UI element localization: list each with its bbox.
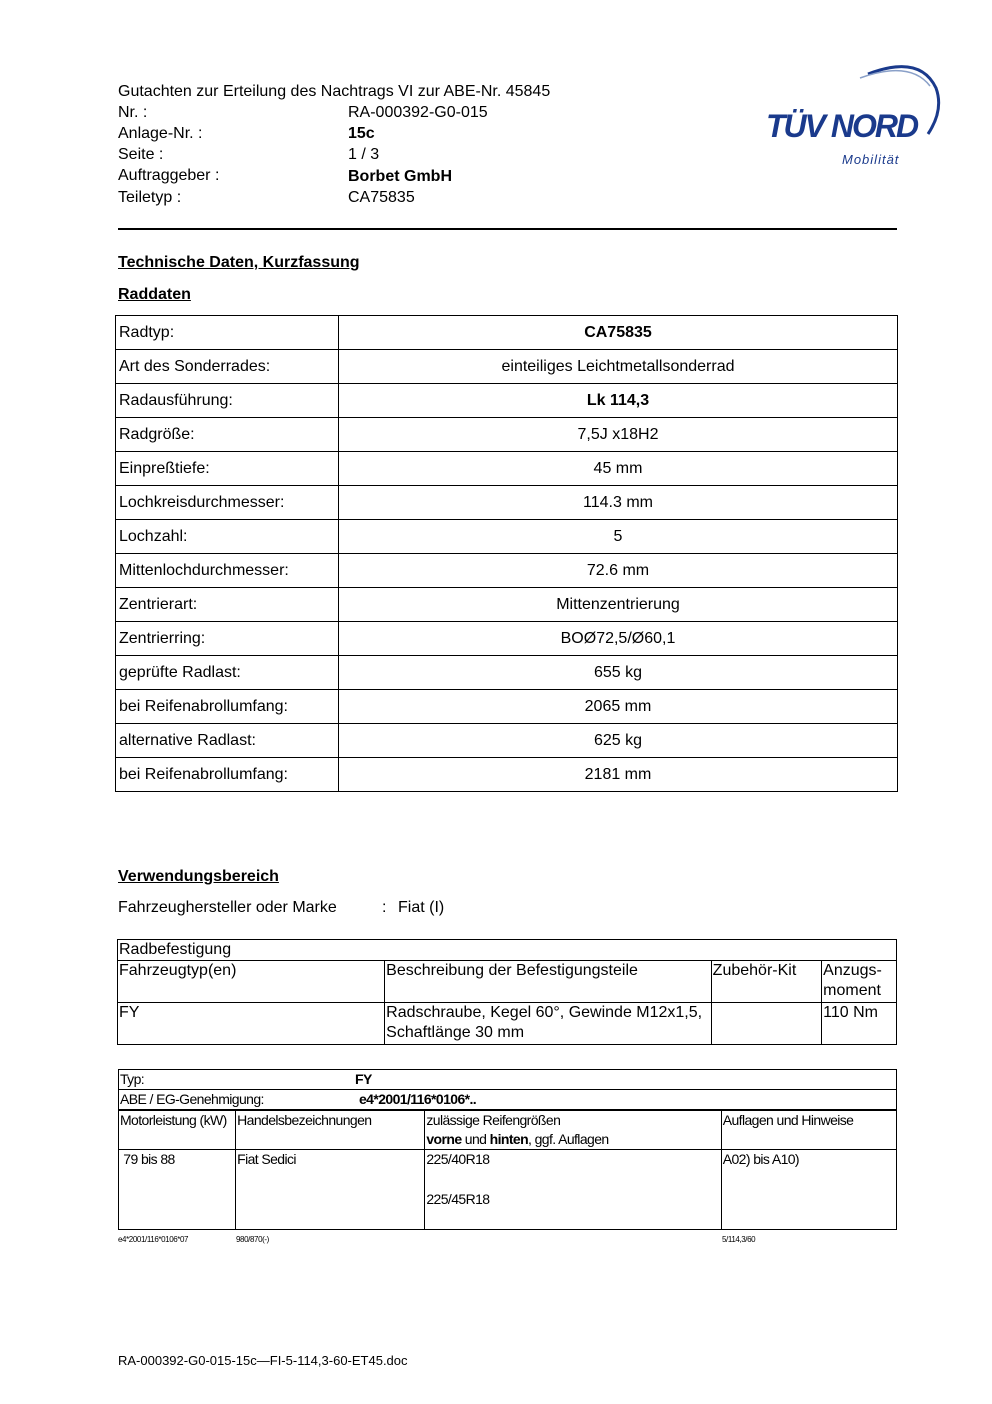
anlage-label: Anlage-Nr. : bbox=[118, 125, 203, 142]
cell-anzugsmoment: 110 Nm bbox=[822, 1003, 897, 1045]
row-value: CA75835 bbox=[339, 316, 898, 350]
header-fahrzeugtyp: Fahrzeugtyp(en) bbox=[118, 961, 385, 1003]
table-row bbox=[119, 1090, 897, 1111]
table-row bbox=[116, 316, 898, 350]
table-row bbox=[116, 724, 898, 758]
row-label: Zentrierring: bbox=[116, 622, 339, 656]
row-label: bei Reifenabrollumfang: bbox=[116, 690, 339, 724]
teiletyp-label: Teiletyp : bbox=[118, 189, 182, 206]
cell-reifengroessen bbox=[425, 1150, 721, 1230]
cell-fahrzeugtyp: FY bbox=[118, 1003, 385, 1045]
row-label: alternative Radlast: bbox=[116, 724, 339, 758]
cell-motorleistung: 79 bis 88 bbox=[119, 1150, 236, 1230]
reifen-1: 225/40R18 bbox=[426, 1151, 490, 1167]
reifen-header-rest: , ggf. Auflagen bbox=[528, 1131, 609, 1147]
table-row bbox=[116, 758, 898, 792]
cell-auflagen: A02) bis A10) bbox=[721, 1150, 896, 1230]
table-row bbox=[119, 1110, 897, 1150]
table-row bbox=[116, 520, 898, 554]
typ-row bbox=[119, 1070, 897, 1090]
typ-value: FY bbox=[355, 1071, 372, 1087]
table-row bbox=[116, 452, 898, 486]
header-handelsbezeichnungen: Handelsbezeichnungen bbox=[236, 1110, 425, 1150]
technische-daten-title: Technische Daten, Kurzfassung bbox=[118, 254, 360, 271]
cell-handelsbezeichnung: Fiat Sedici bbox=[236, 1150, 425, 1230]
document-title: Gutachten zur Erteilung des Nachtrags VI zur ABE-Nr. 45845 bbox=[118, 83, 551, 100]
abe-label: ABE / EG-Genehmigung: bbox=[120, 1091, 264, 1107]
cell-zubehoer bbox=[711, 1003, 821, 1045]
row-label: Lochzahl: bbox=[116, 520, 339, 554]
raddaten-table bbox=[115, 315, 898, 792]
header-beschreibung: Beschreibung der Befestigungsteile bbox=[385, 961, 712, 1003]
row-value: 45 mm bbox=[339, 452, 898, 486]
reifen-2: 225/45R18 bbox=[426, 1191, 490, 1207]
abe-row bbox=[119, 1090, 897, 1111]
row-value: Mittenzentrierung bbox=[339, 588, 898, 622]
row-value: 655 kg bbox=[339, 656, 898, 690]
row-value: Lk 114,3 bbox=[339, 384, 898, 418]
logo-brand: TÜV NORD bbox=[766, 108, 918, 144]
radbefestigung-table bbox=[117, 939, 897, 1045]
header-reifengroessen bbox=[425, 1110, 721, 1150]
table-row bbox=[119, 1070, 897, 1090]
auftraggeber-value: Borbet GmbH bbox=[348, 168, 452, 185]
reifen-header-hinten: hinten bbox=[489, 1131, 529, 1147]
header-auflagen: Auflagen und Hinweise bbox=[721, 1110, 896, 1150]
row-value: 72.6 mm bbox=[339, 554, 898, 588]
row-label: Mittenlochdurchmesser: bbox=[116, 554, 339, 588]
footer-filename: RA-000392-G0-015-15c—FI-5-114,3-60-ET45.doc bbox=[118, 1353, 408, 1368]
verwendungsbereich-title: Verwendungsbereich bbox=[118, 868, 279, 885]
hersteller-separator: : bbox=[382, 899, 387, 916]
table-row bbox=[116, 588, 898, 622]
table-row bbox=[116, 690, 898, 724]
seite-label: Seite : bbox=[118, 146, 164, 163]
row-value: BOØ72,5/Ø60,1 bbox=[339, 622, 898, 656]
abe-value: e4*2001/116*0106*.. bbox=[359, 1091, 477, 1107]
table-row bbox=[116, 384, 898, 418]
reifen-header-line1: zulässige Reifengrößen bbox=[426, 1112, 561, 1128]
table-row bbox=[118, 1003, 897, 1045]
table-row bbox=[116, 418, 898, 452]
hersteller-label: Fahrzeughersteller oder Marke bbox=[118, 899, 337, 916]
radbefestigung-title: Radbefestigung bbox=[118, 940, 897, 961]
row-value: 114.3 mm bbox=[339, 486, 898, 520]
row-label: bei Reifenabrollumfang: bbox=[116, 758, 339, 792]
row-label: Art des Sonderrades: bbox=[116, 350, 339, 384]
logo-subtitle: Mobilität bbox=[842, 152, 900, 167]
row-label: Radausführung: bbox=[116, 384, 339, 418]
hersteller-value: Fiat (I) bbox=[398, 899, 445, 916]
row-label: geprüfte Radlast: bbox=[116, 656, 339, 690]
reifen-header-und: und bbox=[461, 1131, 490, 1147]
header-zubehoer: Zubehör-Kit bbox=[711, 961, 821, 1003]
row-value: 7,5J x18H2 bbox=[339, 418, 898, 452]
teiletyp-value: CA75835 bbox=[348, 189, 415, 206]
reifen-header-vorne: vorne bbox=[426, 1131, 462, 1147]
table-row bbox=[119, 1150, 897, 1230]
header-anzugsmoment: Anzugs-moment bbox=[822, 961, 897, 1003]
header-motorleistung: Motorleistung (kW) bbox=[119, 1110, 236, 1150]
table-row bbox=[116, 554, 898, 588]
table-row bbox=[118, 961, 897, 1003]
row-value: 2065 mm bbox=[339, 690, 898, 724]
auftraggeber-label: Auftraggeber : bbox=[118, 167, 220, 184]
typ-table bbox=[118, 1069, 897, 1230]
header-rule bbox=[118, 228, 897, 230]
nr-label: Nr. : bbox=[118, 104, 148, 121]
nr-value: RA-000392-G0-015 bbox=[348, 104, 488, 121]
row-label: Zentrierart: bbox=[116, 588, 339, 622]
tuv-nord-logo bbox=[760, 58, 945, 173]
row-label: Einpreßtiefe: bbox=[116, 452, 339, 486]
anlage-value: 15c bbox=[348, 125, 375, 142]
row-label: Radtyp: bbox=[116, 316, 339, 350]
table-row bbox=[116, 486, 898, 520]
row-value: 625 kg bbox=[339, 724, 898, 758]
seite-value: 1 / 3 bbox=[348, 146, 380, 163]
row-label: Lochkreisdurchmesser: bbox=[116, 486, 339, 520]
row-value: 2181 mm bbox=[339, 758, 898, 792]
typ-label: Typ: bbox=[120, 1071, 145, 1087]
cell-beschreibung: Radschraube, Kegel 60°, Gewinde M12x1,5, Schaftlänge 30 mm bbox=[385, 1003, 712, 1045]
table-row bbox=[116, 656, 898, 690]
table-row bbox=[116, 350, 898, 384]
table-row bbox=[118, 940, 897, 961]
footnote-genehmigung: e4*2001/116*0106*07 bbox=[118, 1235, 189, 1244]
row-value: 5 bbox=[339, 520, 898, 554]
table-row bbox=[116, 622, 898, 656]
row-label: Radgröße: bbox=[116, 418, 339, 452]
footnote-gewicht: 980/870(-) bbox=[236, 1235, 269, 1244]
raddaten-title: Raddaten bbox=[118, 286, 191, 303]
footnote-lochkreis: 5/114,3/60 bbox=[722, 1235, 756, 1244]
row-value: einteiliges Leichtmetallsonderrad bbox=[339, 350, 898, 384]
